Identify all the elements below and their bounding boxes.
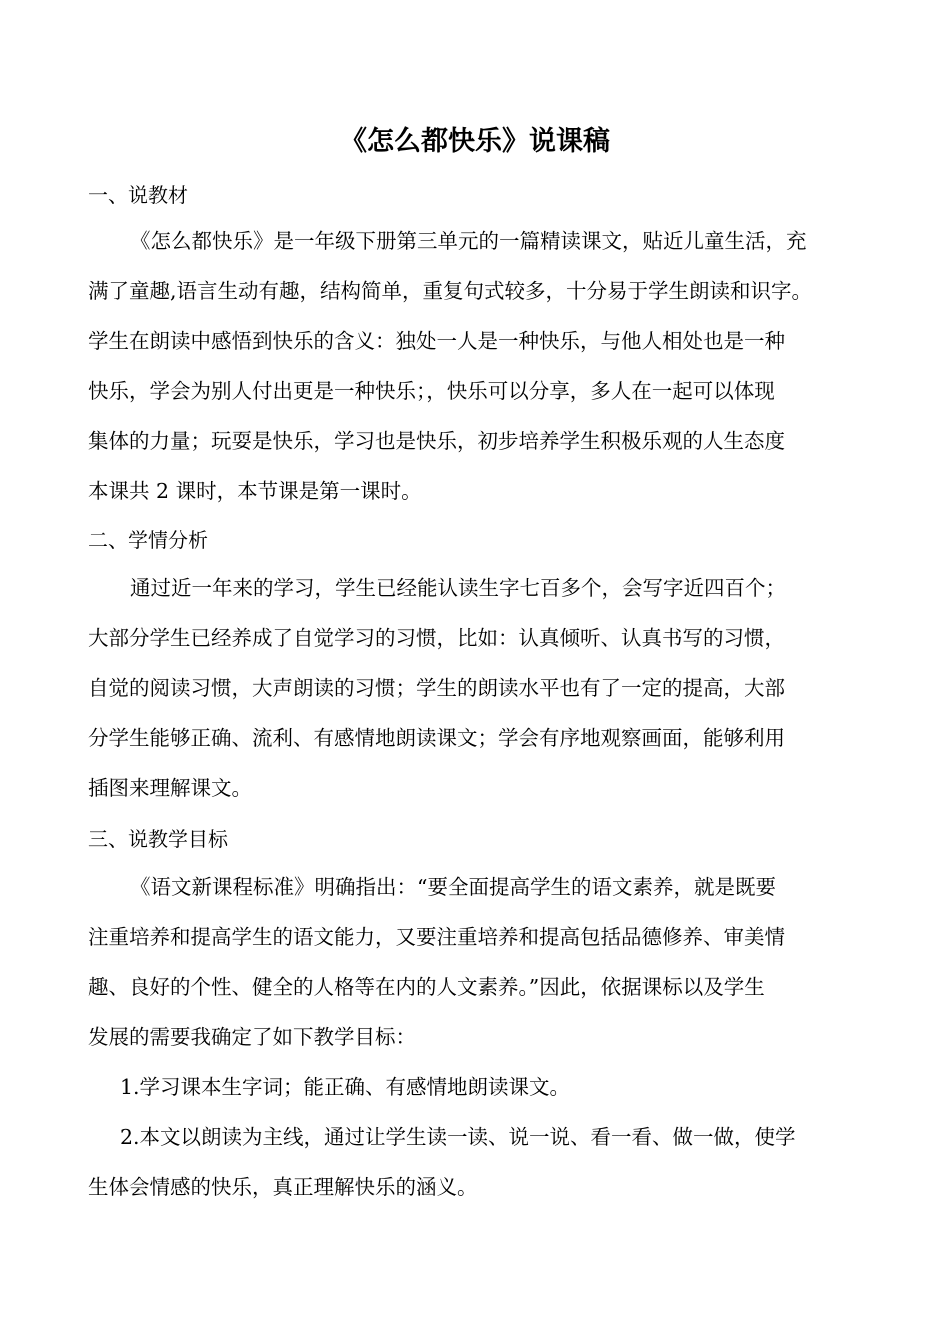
paragraph-line: 发展的需要我确定了如下教学目标： [88, 1025, 416, 1049]
goal-line: 2.本文以朗读为主线，通过让学生读一读、说一说、看一看、做一做，使学 [120, 1125, 796, 1149]
paragraph-line: 学生在朗读中感悟到快乐的含义：独处一人是一种快乐，与他人相处也是一种 [88, 329, 785, 353]
paragraph-line: 插图来理解课文。 [88, 776, 252, 800]
section-paragraph-textbook [88, 216, 868, 516]
paragraph-line: 注重培养和提高学生的语文能力，又要注重培养和提高包括品德修养、审美情 [88, 925, 785, 949]
paragraph-line: 分学生能够正确、流利、有感情地朗读课文；学会有序地观察画面，能够利用 [88, 726, 785, 750]
section-heading-teaching-goals: 三、说教学目标 [88, 827, 228, 851]
paragraph-line: 本课共 2 课时，本节课是第一课时。 [88, 479, 422, 503]
section-paragraph-teaching-goals [88, 862, 868, 1062]
paragraph-line: 大部分学生已经养成了自觉学习的习惯，比如：认真倾听、认真书写的习惯， [88, 626, 785, 650]
goal-item-2 [88, 1112, 868, 1212]
document-title: 《怎么都快乐》说课稿 [340, 126, 610, 157]
paragraph-line: 满了童趣,语言生动有趣，结构简单，重复句式较多，十分易于学生朗读和识字。 [88, 279, 813, 303]
paragraph-line: 趣、良好的个性、健全的人格等在内的人文素养。”因此，依据课标以及学生 [88, 975, 765, 999]
paragraph-line: 集体的力量；玩耍是快乐，学习也是快乐，初步培养学生积极乐观的人生态度 [88, 429, 785, 453]
section-paragraph-learner-analysis [88, 563, 868, 813]
section-heading-textbook: 一、说教材 [88, 183, 188, 207]
goal-line: 生体会情感的快乐，真正理解快乐的涵义。 [88, 1175, 478, 1199]
paragraph-line: 《怎么都快乐》是一年级下册第三单元的一篇精读课文，贴近儿童生活，充 [130, 229, 807, 253]
goal-line: 1.学习课本生字词；能正确、有感情地朗读课文。 [120, 1075, 571, 1099]
paragraph-line: 通过近一年来的学习，学生已经能认读生字七百多个，会写字近四百个； [130, 576, 786, 600]
paragraph-line: 自觉的阅读习惯，大声朗读的习惯；学生的朗读水平也有了一定的提高，大部 [88, 676, 785, 700]
section-heading-learner-analysis: 二、学情分析 [88, 528, 208, 552]
goal-item-1 [88, 1062, 868, 1112]
paragraph-line: 《语文新课程标准》明确指出：“要全面提高学生的语文素养，就是既要 [130, 875, 776, 899]
paragraph-line: 快乐，学会为别人付出更是一种快乐；，快乐可以分享，多人在一起可以体现 [88, 379, 775, 403]
